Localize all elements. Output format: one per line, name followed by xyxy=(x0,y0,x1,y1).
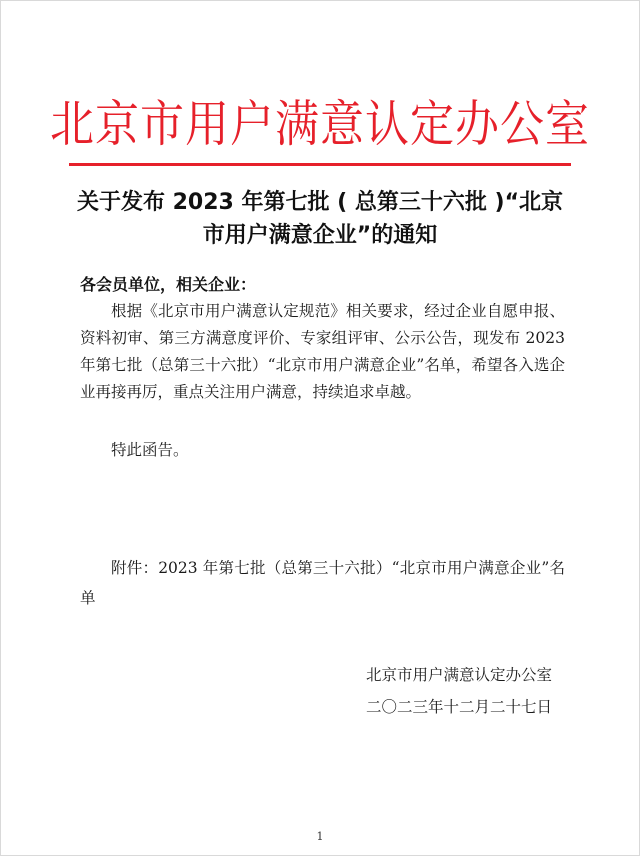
page-number: 1 xyxy=(316,830,324,843)
red-header-rule xyxy=(69,163,571,166)
signature-date: 二〇二三年十二月二十七日 xyxy=(365,698,552,716)
salutation: 各会员单位，相关企业： xyxy=(80,275,257,294)
attachment-line: 附件：2023 年第七批（总第三十六批）“北京市用户满意企业”名单 xyxy=(80,559,565,607)
closing-phrase: 特此函告。 xyxy=(111,441,189,459)
issuing-organization-header: 北京市用户满意认定办公室 xyxy=(50,96,590,154)
signature-organization: 北京市用户满意认定办公室 xyxy=(365,666,552,684)
notice-body-paragraph: 根据《北京市用户满意认定规范》相关要求，经过企业自愿申报、资料初审、第三方满意度评价、专家组评审、公示公告，现发布 2023 年第七批（总第三十六批）“北京市用户满意企业”名单，希望各入选企业再接再厉，重点关注用户满意，持续追求卓越。 xyxy=(80,302,565,401)
notice-title: 关于发布 2023 年第七批 ( 总第三十六批 )“北京市用户满意企业”的通知 xyxy=(76,190,564,248)
